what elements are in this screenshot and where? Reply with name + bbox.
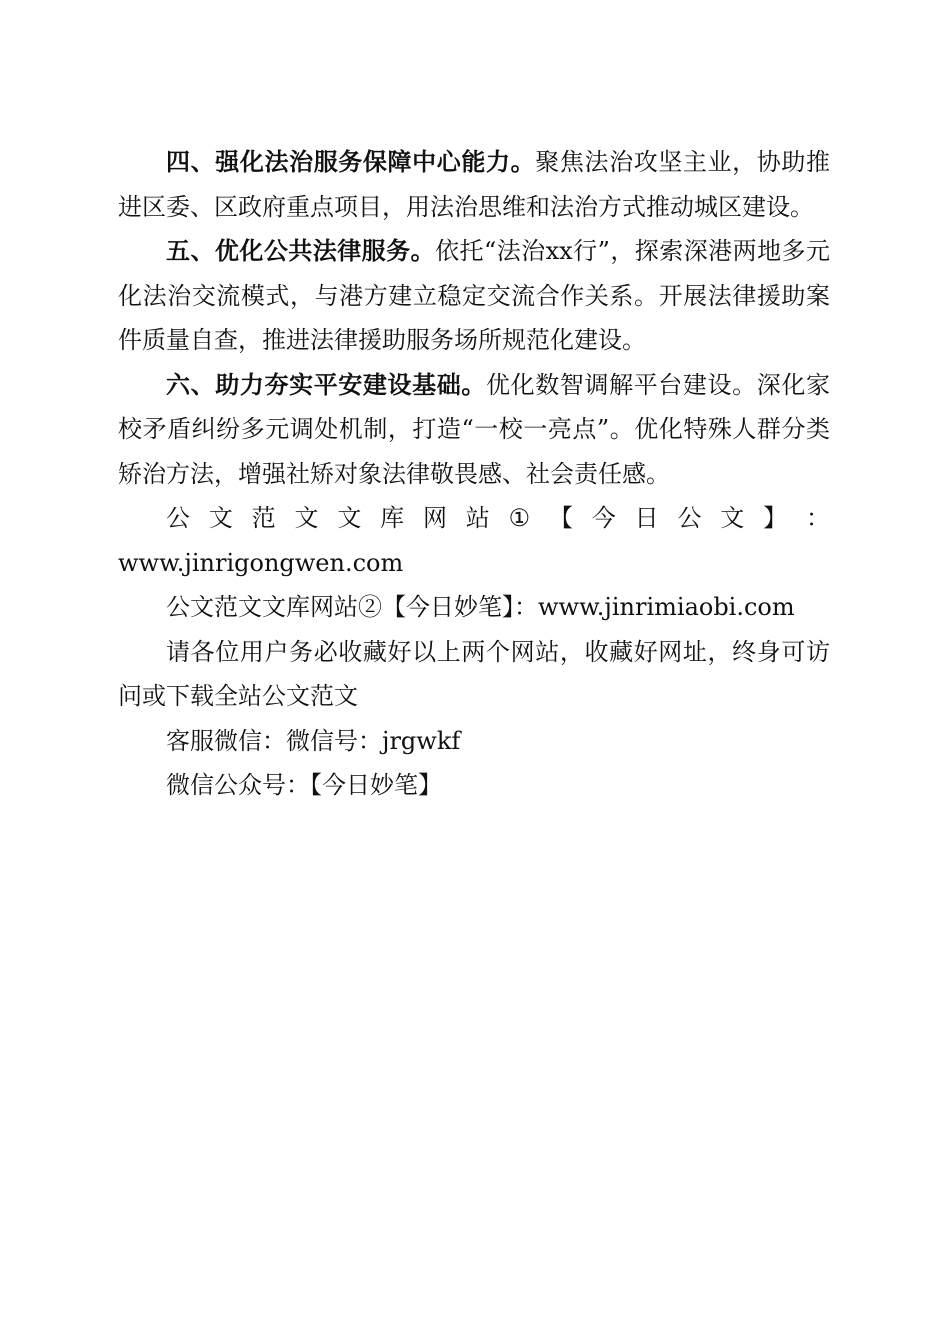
section-4-paragraph [118,140,830,229]
section-5-heading: 五、优化公共法律服务。 [166,237,436,265]
section-4-heading: 四、强化法治服务保障中心能力。 [166,148,536,176]
site1-char: ： [805,504,830,532]
site1-char: 】 [763,504,788,532]
site1-char: 文 [294,504,319,532]
site1-char: ① [508,504,531,532]
section-5-body: 依托“法治xx行”，探索深港两地多元化法治交流模式，与港方建立稳定交流合作关系。开展法律援助案件质量自查，推进法律援助服务场所规范化建设。 [118,237,831,354]
section-6-paragraph [118,363,830,497]
section-6-body: 优化数智调解平台建设。深化家校矛盾纠纷多元调处机制，打造“一校一亮点”。优化特殊人群分类矫治方法，增强社矫对象法律敬畏感、社会责任感。 [118,370,830,488]
site1-char: 公 [677,504,702,532]
site2-line: 公文范文文库网站②【今日妙笔】：www.jinrimiaobi.com [166,593,795,621]
wechat-service: 客服微信：微信号：jrgwkf [166,726,461,755]
section-4-body: 聚焦法治攻坚主业，协助推进区委、区政府重点项目，用法治思维和法治方式推动城区建设。 [118,148,831,221]
site1-char: 库 [380,504,405,532]
section-6-heading: 六、助力夯实平安建设基础。 [166,370,486,399]
site1-char: 站 [465,504,490,532]
site1-char: 【 [548,504,573,532]
document-page [118,140,830,808]
site1-char: 网 [422,504,447,532]
wechat-public: 微信公众号：【今日妙笔】 [166,771,442,799]
site1-char: 范 [251,504,276,532]
site1-char: 日 [634,504,659,532]
notice-text: 请各位用户务必收藏好以上两个网站，收藏好网址，终身可访问或下载全站公文范文 [118,637,830,710]
site1-char: 今 [591,504,616,532]
section-5-paragraph [118,229,830,363]
site1-char: 文 [208,504,233,532]
site1-char: 文 [337,504,362,532]
site1-char: 文 [720,504,745,532]
site1-label [118,496,830,541]
site1-char: 公 [166,504,190,532]
site1-url[interactable]: www.jinrigongwen.com [118,548,404,577]
